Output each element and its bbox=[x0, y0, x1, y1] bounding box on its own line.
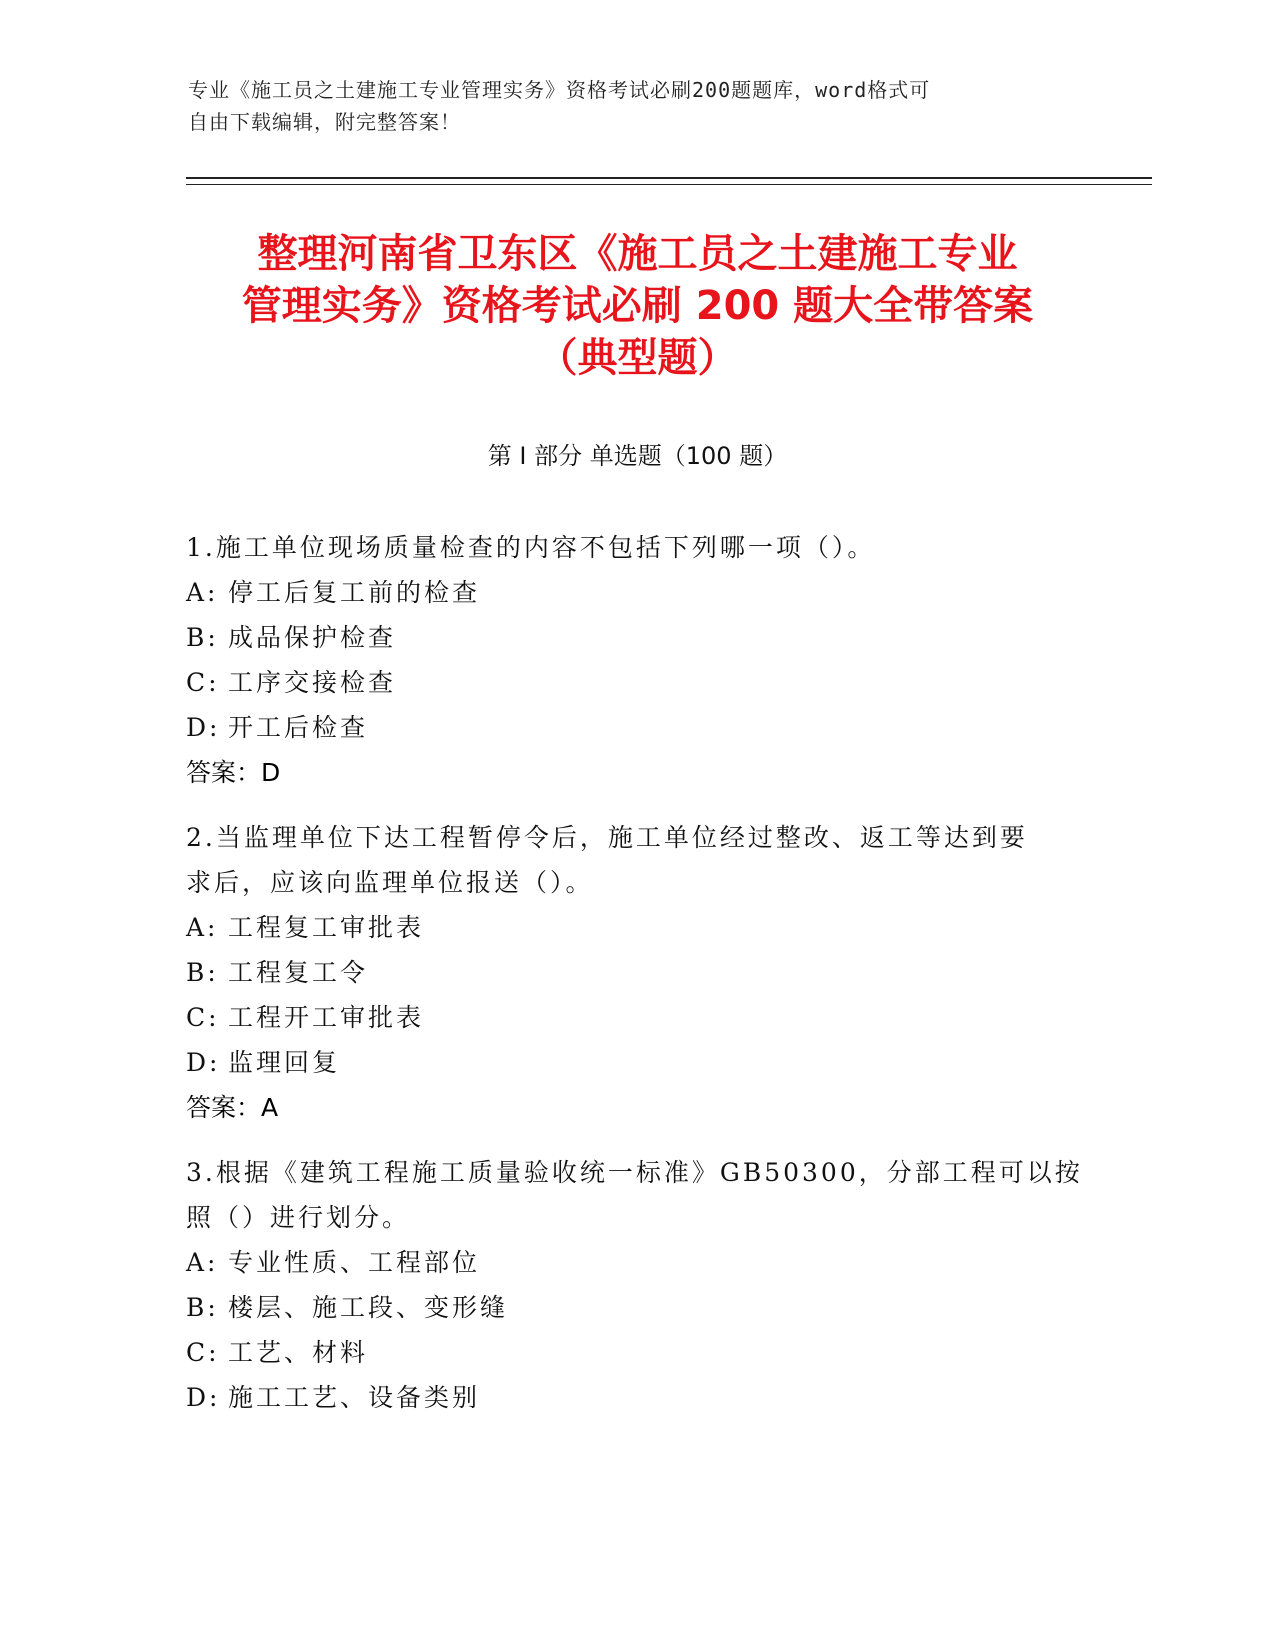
option-key: B: bbox=[186, 1293, 219, 1322]
option-key: D: bbox=[186, 1383, 221, 1412]
option-key: A: bbox=[186, 1248, 219, 1277]
answer: 答案：D bbox=[186, 758, 281, 787]
option-text: 成品保护检查 bbox=[228, 623, 397, 652]
header-note-line: 专业《施工员之土建施工专业管理实务》资格考试必刷200题题库，word格式可 bbox=[188, 78, 931, 102]
option-text: 工程复工审批表 bbox=[228, 913, 425, 942]
option-key: A: bbox=[186, 913, 219, 942]
option-a bbox=[186, 570, 1086, 615]
question-stem: 照（）进行划分。 bbox=[186, 1203, 411, 1232]
option-text: 施工工艺、设备类别 bbox=[228, 1383, 481, 1412]
question-stem: 求后，应该向监理单位报送（）。 bbox=[186, 868, 594, 897]
option-text: 工程开工审批表 bbox=[228, 1003, 425, 1032]
option-c bbox=[186, 1330, 1086, 1375]
header-rule-thin bbox=[186, 184, 1152, 185]
question-stem: 1.施工单位现场质量检查的内容不包括下列哪一项（）。 bbox=[186, 533, 876, 562]
question-stem: 2.当监理单位下达工程暂停令后，施工单位经过整改、返工等达到要 bbox=[186, 823, 1028, 852]
option-a bbox=[186, 905, 1086, 950]
question-1 bbox=[186, 525, 1086, 795]
option-key: C: bbox=[186, 1003, 220, 1032]
option-key: C: bbox=[186, 668, 220, 697]
option-text: 停工后复工前的检查 bbox=[228, 578, 481, 607]
option-key: A: bbox=[186, 578, 219, 607]
option-d bbox=[186, 705, 1086, 750]
question-stem: 3.根据《建筑工程施工质量验收统一标准》GB50300，分部工程可以按 bbox=[186, 1158, 1083, 1187]
option-text: 工艺、材料 bbox=[228, 1338, 369, 1367]
option-b bbox=[186, 1285, 1086, 1330]
option-c bbox=[186, 660, 1086, 705]
answer: 答案：A bbox=[186, 1093, 279, 1122]
option-text: 工序交接检查 bbox=[228, 668, 397, 697]
option-d bbox=[186, 1375, 1086, 1420]
document-title bbox=[160, 228, 1115, 384]
option-text: 监理回复 bbox=[228, 1048, 341, 1077]
option-key: B: bbox=[186, 958, 219, 987]
option-d bbox=[186, 1040, 1086, 1085]
option-b bbox=[186, 615, 1086, 660]
question-list bbox=[186, 525, 1086, 1440]
section-title: 第 I 部分 单选题（100 题） bbox=[487, 442, 788, 470]
option-key: D: bbox=[186, 1048, 221, 1077]
header-note-line: 自由下载编辑，附完整答案！ bbox=[188, 110, 461, 134]
option-b bbox=[186, 950, 1086, 995]
header-note bbox=[188, 74, 1088, 138]
option-a bbox=[186, 1240, 1086, 1285]
option-key: D: bbox=[186, 713, 221, 742]
option-key: C: bbox=[186, 1338, 220, 1367]
title-line: 整理河南省卫东区《施工员之土建施工专业 bbox=[257, 231, 1018, 277]
title-line: 管理实务》资格考试必刷 200 题大全带答案 bbox=[241, 283, 1034, 329]
option-text: 工程复工令 bbox=[228, 958, 369, 987]
question-2 bbox=[186, 815, 1086, 1130]
option-text: 开工后检查 bbox=[228, 713, 369, 742]
title-line: （典型题） bbox=[537, 335, 738, 381]
option-text: 楼层、施工段、变形缝 bbox=[228, 1293, 509, 1322]
option-text: 专业性质、工程部位 bbox=[228, 1248, 481, 1277]
option-c bbox=[186, 995, 1086, 1040]
option-key: B: bbox=[186, 623, 219, 652]
question-3 bbox=[186, 1150, 1086, 1420]
header-rule-thick bbox=[186, 177, 1152, 179]
